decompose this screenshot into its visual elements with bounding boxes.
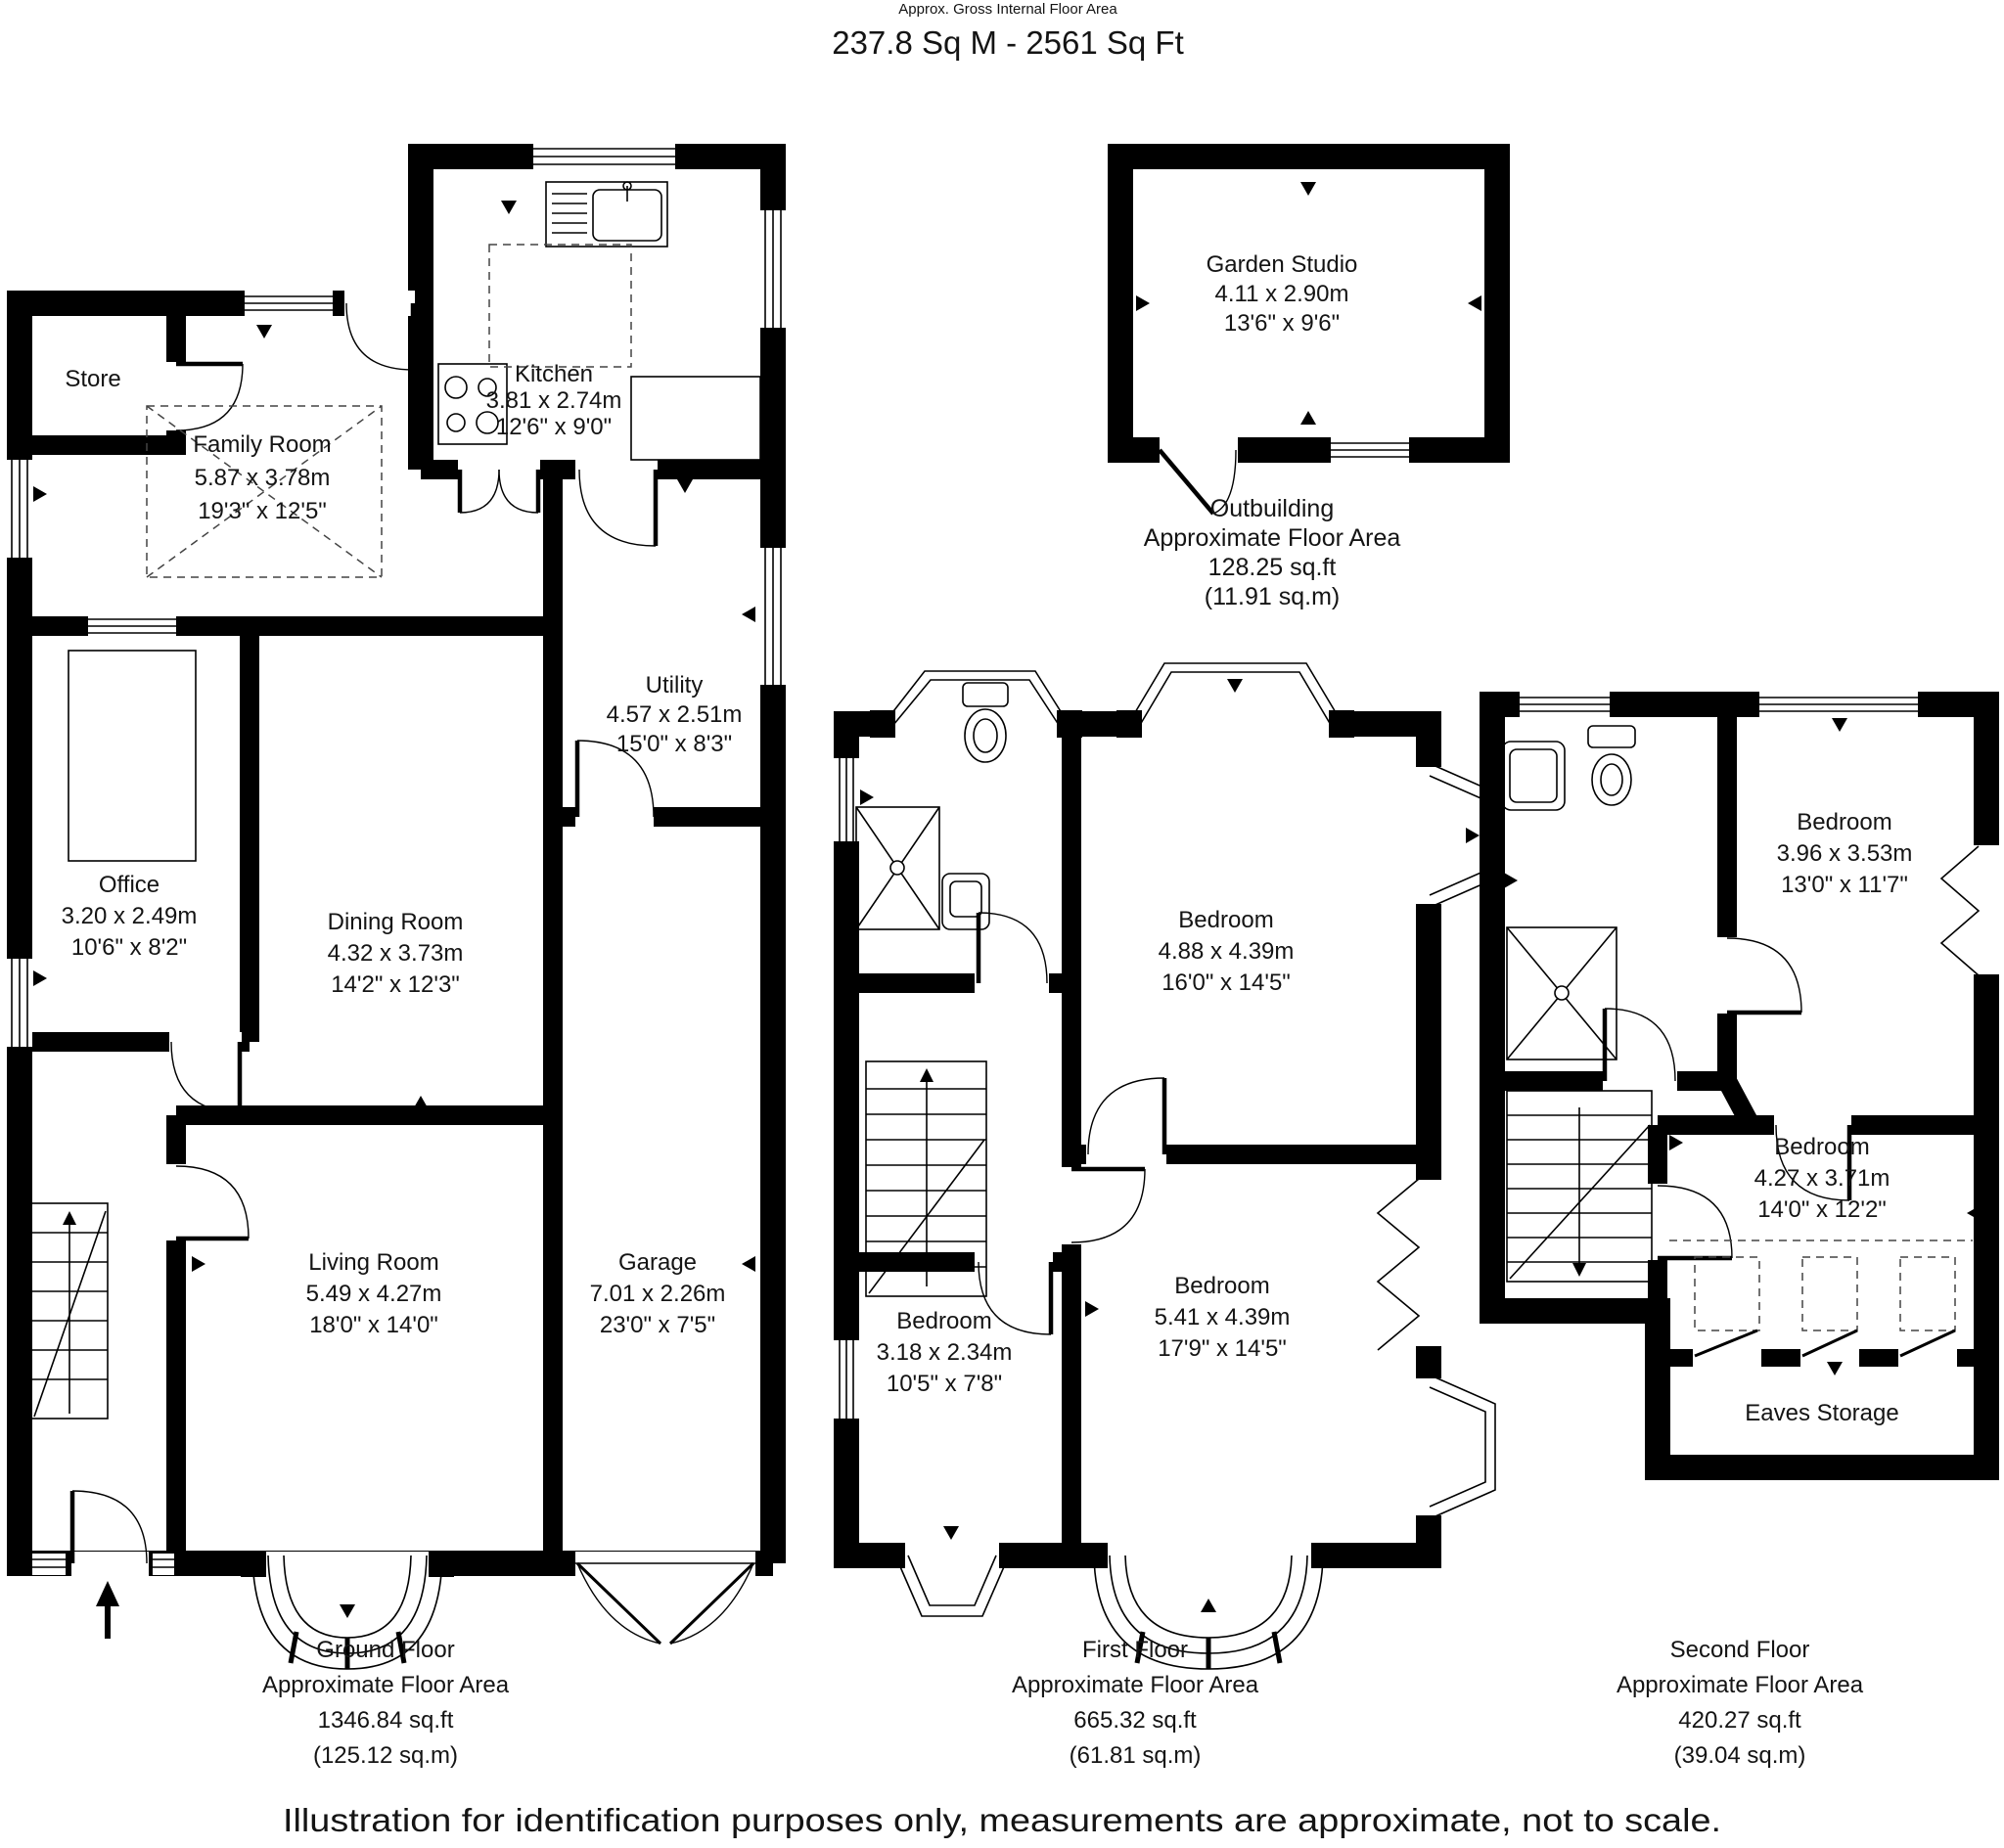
toilet2-icon <box>1588 726 1635 805</box>
room-dim-bedroom3-m: 3.18 x 2.34m <box>876 1339 1013 1366</box>
room-label-utility: Utility <box>645 672 704 699</box>
ground-floor-area-label: Approximate Floor Area <box>261 1672 510 1698</box>
room-label-kitchen: Kitchen <box>514 361 594 387</box>
room-label-bedroom5: Bedroom <box>1774 1134 1870 1160</box>
ground-floor-sqm: (125.12 sq.m) <box>312 1742 459 1769</box>
entrance-arrow-icon <box>96 1581 119 1639</box>
kitchen-island <box>489 245 631 367</box>
room-dim-office-ft: 10'6" x 8'2" <box>70 934 188 961</box>
room-label-family: Family Room <box>193 431 332 458</box>
room-dim-kitchen-ft: 12'6" x 9'0" <box>495 414 613 440</box>
bed1-bay-window <box>1116 663 1354 738</box>
shower2-icon <box>1507 927 1617 1059</box>
ground-stairs-icon <box>31 1203 108 1419</box>
room-dim-living-m: 5.49 x 4.27m <box>305 1281 442 1307</box>
room-dim-bedroom3-ft: 10'5" x 7'8" <box>886 1371 1003 1397</box>
sink-icon <box>942 874 989 929</box>
room-label-living: Living Room <box>308 1249 439 1276</box>
wardrobe-icon <box>1378 1164 1441 1362</box>
bed2-side-bay <box>1416 1359 1495 1535</box>
room-dim-garage-ft: 23'0" x 7'5" <box>599 1312 716 1338</box>
room-dim-bedroom5-m: 4.27 x 3.71m <box>1754 1165 1890 1192</box>
outbuilding-sqft: 128.25 sq.ft <box>1207 554 1337 581</box>
room-label-dining: Dining Room <box>327 909 464 935</box>
room-dim-bedroom1-ft: 16'0" x 14'5" <box>1161 969 1291 996</box>
room-dim-bedroom5-ft: 14'0" x 12'2" <box>1757 1196 1887 1223</box>
kitchen-sink-icon <box>546 182 667 247</box>
room-label-bedroom1: Bedroom <box>1178 907 1274 933</box>
garage-door <box>575 1552 755 1644</box>
outbuilding-sqm: (11.91 sq.m) <box>1204 583 1341 610</box>
floor-area-title: 237.8 Sq M - 2561 Sq Ft <box>832 24 1184 61</box>
second-stairs-icon <box>1507 1091 1652 1282</box>
room-dim-bedroom2-ft: 17'9" x 14'5" <box>1158 1335 1287 1362</box>
room-label-garage: Garage <box>617 1249 698 1276</box>
first-floor-sqft: 665.32 sq.ft <box>1073 1707 1197 1734</box>
ground-windows <box>7 144 786 1575</box>
room-dim-bedroom1-m: 4.88 x 4.39m <box>1158 938 1295 965</box>
first-floor-plan <box>834 663 1495 1669</box>
bed3-bay-window <box>882 1543 1023 1616</box>
outbuilding-caption <box>1144 495 1401 610</box>
disclaimer-text: Illustration for identification purposes only, measurements are approximate, not to scale. <box>283 1802 1721 1838</box>
room-label-studio: Garden Studio <box>1206 251 1358 278</box>
room-dim-family-ft: 19'3" x 12'5" <box>198 498 327 524</box>
second-floor-area-label: Approximate Floor Area <box>1616 1672 1864 1698</box>
second-floor-sqm: (39.04 sq.m) <box>1673 1742 1806 1769</box>
room-dim-family-m: 5.87 x 3.78m <box>194 465 331 491</box>
room-dim-garage-m: 7.01 x 2.26m <box>589 1281 726 1307</box>
room-dim-living-ft: 18'0" x 14'0" <box>309 1312 438 1338</box>
office-desk <box>68 651 196 861</box>
ground-floor-caption <box>262 1637 510 1769</box>
second-floor-caption <box>1617 1637 1864 1769</box>
left-outer-wall <box>20 303 553 1563</box>
ground-floor-sqft: 1346.84 sq.ft <box>317 1707 454 1734</box>
second-floor-sqft: 420.27 sq.ft <box>1678 1707 1801 1734</box>
shower-icon <box>856 807 939 929</box>
room-dim-utility-m: 4.57 x 2.51m <box>606 701 743 728</box>
room-label-bedroom3: Bedroom <box>896 1308 992 1334</box>
first-floor-name: First Floor <box>1082 1637 1188 1663</box>
second-arrows <box>1504 718 1981 1375</box>
outbuilding-name: Outbuilding <box>1209 495 1335 522</box>
room-label-store: Store <box>65 366 121 392</box>
room-label-office: Office <box>98 872 160 898</box>
room-dim-kitchen-m: 3.81 x 2.74m <box>485 387 622 414</box>
room-dim-bedroom2-m: 5.41 x 4.39m <box>1154 1304 1291 1330</box>
room-label-bedroom2: Bedroom <box>1174 1273 1270 1299</box>
room-label-bedroom4: Bedroom <box>1797 809 1892 835</box>
room-dim-bedroom4-ft: 13'0" x 11'7" <box>1781 872 1908 898</box>
kitchen-counter <box>631 377 760 460</box>
room-dim-office-m: 3.20 x 2.49m <box>61 903 198 929</box>
room-dim-studio-m: 4.11 x 2.90m <box>1214 281 1349 307</box>
outbuilding-area-label: Approximate Floor Area <box>1143 524 1401 552</box>
title-block <box>832 1 1184 61</box>
first-floor-sqm: (61.81 sq.m) <box>1069 1742 1202 1769</box>
outbuilding-plan <box>1120 157 1497 610</box>
first-floor-area-label: Approximate Floor Area <box>1011 1672 1259 1698</box>
room-label-eaves: Eaves Storage <box>1745 1400 1899 1426</box>
ground-floor-plan <box>7 144 786 1669</box>
room-dim-bedroom4-m: 3.96 x 3.53m <box>1776 840 1913 867</box>
floor-area-subtitle: Approx. Gross Internal Floor Area <box>898 1 1117 18</box>
room-dim-studio-ft: 13'6" x 9'6" <box>1223 310 1341 337</box>
second-floor-name: Second Floor <box>1669 1637 1810 1663</box>
ground-floor-name: Ground Floor <box>316 1637 455 1663</box>
second-floor-plan <box>1492 692 1999 1467</box>
room-dim-utility-ft: 15'0" x 8'3" <box>615 731 733 757</box>
kitchen-outer-wall <box>421 157 773 1563</box>
wardrobe2-icon <box>1941 830 1999 990</box>
room-dim-dining-m: 4.32 x 3.73m <box>327 940 464 967</box>
bath-bay-window <box>870 671 1082 738</box>
sink2-icon <box>1502 742 1565 810</box>
first-floor-caption <box>1012 1637 1259 1769</box>
room-dim-dining-ft: 14'2" x 12'3" <box>331 971 460 998</box>
